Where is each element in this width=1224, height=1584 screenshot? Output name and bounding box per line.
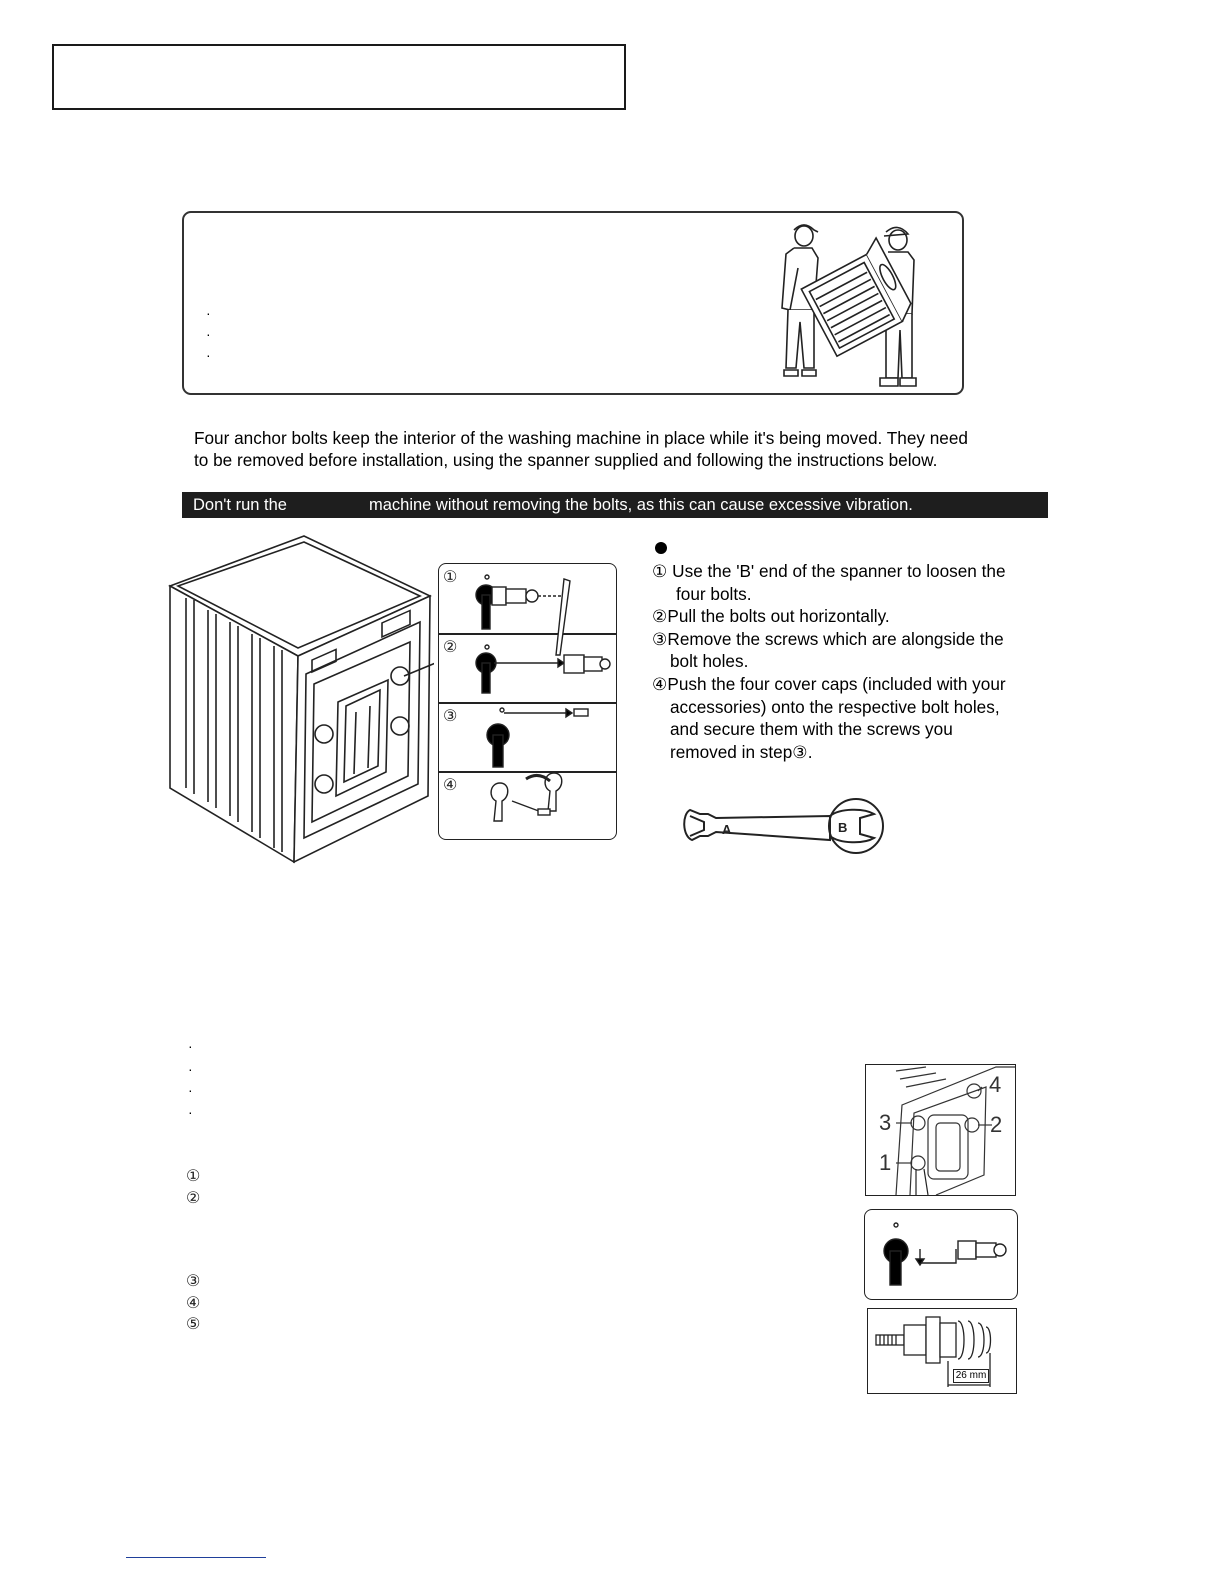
figure-step-1: ①: [443, 569, 458, 586]
title-box: [52, 44, 626, 110]
figure-step-4: ④: [443, 777, 458, 794]
measurement-label: 26 mm: [953, 1369, 989, 1383]
step-4-cont: accessories) onto the respective bolt holes,: [670, 696, 1000, 717]
bullet-dot: ·: [188, 1082, 193, 1098]
bullet-dot: ·: [188, 1061, 193, 1077]
spanner-icon: [680, 796, 886, 856]
marker-5: ⑤: [186, 1316, 201, 1333]
spring-bolt-icon: [868, 1309, 1016, 1393]
footer-link-underline: [126, 1557, 266, 1558]
bullet-dot: ·: [206, 347, 211, 363]
step-1-cont: four bolts.: [676, 583, 752, 604]
instruction-steps: [652, 560, 1072, 763]
bullet-dot: ·: [188, 1038, 193, 1054]
washing-machine-back-icon: [164, 534, 434, 864]
step-3: ③Remove the screws which are alongside the: [652, 628, 1004, 649]
bolt-label-1: 1: [879, 1150, 892, 1175]
intro-line-2: to be removed before installation, using the spanner supplied and following the instructions below.: [194, 450, 938, 470]
marker-2: ②: [186, 1190, 201, 1207]
marker-4: ④: [186, 1295, 201, 1312]
spanner-end-b: B: [838, 820, 848, 835]
spanner-end-a: A: [722, 822, 732, 837]
step-4: ④Push the four cover caps (included with your: [652, 673, 1006, 694]
bullet-dot: ·: [206, 305, 211, 321]
banner-text-2: machine without removing the bolts, as this can cause excessive vibration.: [368, 496, 913, 514]
step-4-cont3: removed in step③.: [670, 741, 813, 762]
bullet-dot: ·: [188, 1104, 193, 1120]
bolt-detail-icon: [866, 1211, 1016, 1298]
bolt-label-2: 2: [990, 1112, 1003, 1137]
step-4-cont2: and secure them with the screws you: [670, 719, 953, 740]
section-bullet: [655, 542, 667, 554]
intro-line-1: Four anchor bolts keep the interior of the washing machine in place while it's being moved. They need: [194, 428, 968, 448]
marker-3: ③: [186, 1273, 201, 1290]
step-1: ① Use the 'B' end of the spanner to loosen the: [652, 561, 1006, 581]
bolt-steps-icon: [440, 565, 616, 839]
intro-paragraph: [194, 427, 1074, 471]
figure-step-2: ②: [443, 639, 458, 656]
step-3-cont: bolt holes.: [670, 651, 749, 672]
figure-step-3: ③: [443, 708, 458, 725]
marker-1: ①: [186, 1168, 201, 1185]
bullet-dot: ·: [206, 326, 211, 342]
bolt-label-4: 4: [989, 1072, 1002, 1097]
banner-text-1: Don't run the: [193, 496, 287, 514]
movers-carrying-machine-icon: [774, 218, 924, 390]
bolt-label-3: 3: [879, 1110, 892, 1135]
warning-banner: [182, 492, 1048, 518]
step-2: ②Pull the bolts out horizontally.: [652, 606, 890, 627]
